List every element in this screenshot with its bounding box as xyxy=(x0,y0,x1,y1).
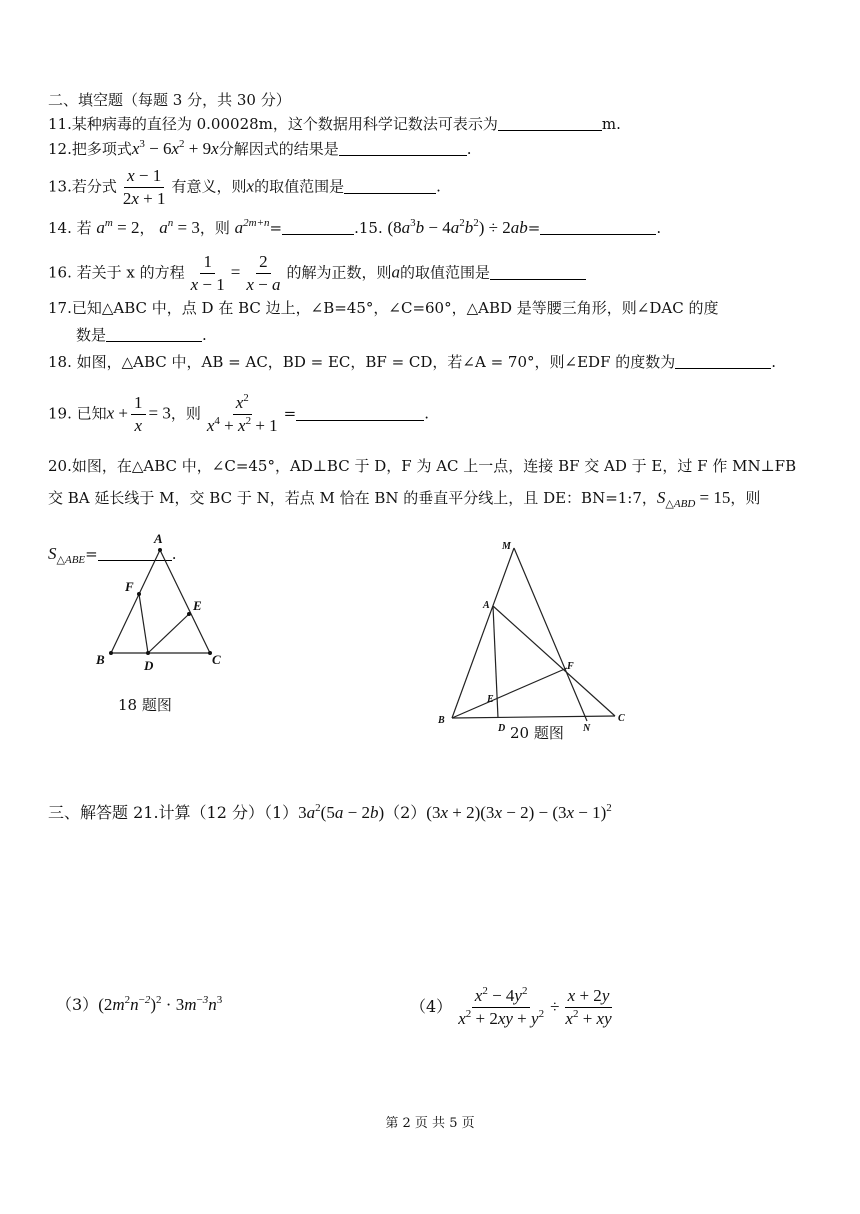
figure-20 xyxy=(430,535,640,740)
q19-text: 19. 已知 xyxy=(48,404,107,423)
q17-text-2: 数是 xyxy=(76,326,107,344)
q16-fraction-right: $\frac{2}{x - a}$ xyxy=(246,252,281,294)
label-D: D xyxy=(144,658,154,673)
section3-text: 三、解答题 21.计算（12 分）（1） xyxy=(48,803,299,822)
section3-p2-label: （2） xyxy=(384,803,427,822)
answer-blank[interactable] xyxy=(106,326,202,342)
question-17: 17.已知△ABC 中，点 D 在 BC 边上，∠B=45°，∠C=60°，△ABD 是等腰三角形，则∠DAC 的度 xyxy=(48,299,719,317)
answer-blank[interactable] xyxy=(490,264,586,280)
question-20-answer: $S_{\triangle ABE}=$ . xyxy=(48,544,177,566)
question-17-cont: 数是 . xyxy=(76,326,207,344)
q20-eq: = xyxy=(85,545,98,563)
answer-blank[interactable] xyxy=(296,405,424,421)
answer-blank[interactable] xyxy=(498,115,602,131)
label-F: F xyxy=(125,579,134,594)
q12-polynomial: $x^3 - 6x^2 + 9x$ xyxy=(131,138,219,158)
p4-label: （4） xyxy=(410,997,453,1016)
figure-18-caption: 18 题图 xyxy=(118,696,172,714)
page-footer: 第 2 页 共 5 页 xyxy=(385,1116,475,1131)
q13-text-3: 的取值范围是 xyxy=(254,177,345,196)
q19-fraction-target: $\frac{x^2}{x^4 + x^2 + 1}$ xyxy=(206,392,278,435)
label-C: C xyxy=(212,652,221,667)
question-19: 19. 已知x + $\frac{1}{x}$ = 3，则 $\frac{x^2}{x^4 + x^2 + 1}$ = . xyxy=(48,392,430,435)
q16-fraction-left: $\frac{1}{x - 1}$ xyxy=(190,252,225,294)
q11-text: 11.某种病毒的直径为 0.00028m，这个数据用科学记数法可表示为 xyxy=(48,115,498,133)
p3-label: （3） xyxy=(56,995,99,1014)
question-20: 20.如图，在△ABC 中，∠C=45°，AD⊥BC 于 D，F 为 AC 上一点，连接 BF 交 AD 于 E，过 F 作 MN⊥FB xyxy=(48,457,797,475)
p4-fraction-left: $\frac{x^2 - 4y^2}{x^2 + 2xy + y^2}$ xyxy=(458,985,545,1028)
q16-text-2: 的解为正数，则 xyxy=(286,263,392,282)
q20-text-2: 交 BA 延长线于 M，交 BC 于 N，若点 M 恰在 BN 的垂直平分线上，且 DE：BN=1:7， xyxy=(48,489,657,507)
q13-text: 13.若分式 xyxy=(48,177,117,196)
q14-sep-2: ，则 xyxy=(199,219,230,237)
q18-text: 18. 如图，△ABC 中，AB = AC，BD = EC，BF = CD，若∠A = 70°，则∠EDF 的度数为 xyxy=(48,353,676,371)
q12-text: 12.把多项式 xyxy=(48,140,132,158)
problem-3: $(3)(2m^2n^{-2})^2 \cdot 3m^{-3}n^3$ xyxy=(56,994,223,1014)
p4-fraction-right: $\frac{x + 2y}{x^2 + xy}$ xyxy=(565,986,612,1028)
section-3-title: 三、解答题 21.计算（12 分）$(1)3a^2(5a - 2b)(2)(3x + 2)(3x - 2) - (3x - 1)^2$ xyxy=(48,802,612,822)
answer-blank[interactable] xyxy=(282,219,354,235)
label-B: B xyxy=(96,652,105,667)
question-20-cont: 交 BA 延长线于 M，交 BC 于 N，若点 M 恰在 BN 的垂直平分线上，且 DE：BN=1:7，$S_{\triangle ABD} = 15$，则 xyxy=(48,488,761,510)
answer-blank[interactable] xyxy=(339,140,467,156)
q13-fraction: $\frac{x - 1}{2x + 1}$ xyxy=(122,166,166,208)
q14-sep: ， xyxy=(139,219,155,237)
answer-blank[interactable] xyxy=(675,353,771,369)
figure-20-caption: 20 题图 xyxy=(510,724,564,742)
q13-text-2: 有意义，则 xyxy=(171,177,247,196)
q15-eq: = xyxy=(527,219,541,237)
label-E: E xyxy=(193,598,202,613)
question-16: 16. 若关于 x 的方程 $\frac{1}{x - 1}$ = $\frac{2}{x - a}$ 的解为正数，则a的取值范围是 xyxy=(48,252,586,295)
label-N: N xyxy=(583,723,591,734)
answer-blank[interactable] xyxy=(344,178,436,194)
q12-text-2: 分解因式的结果是 xyxy=(218,140,339,158)
answer-blank[interactable] xyxy=(540,219,656,235)
q11-unit: m. xyxy=(601,115,621,133)
question-12: 12.把多项式$x^3 - 6x^2 + 9x$分解因式的结果是 . xyxy=(48,138,472,158)
q14-text: 14. 若 xyxy=(48,219,92,237)
figure-18 xyxy=(90,528,240,678)
label-A: A xyxy=(483,600,490,611)
q19-text-2: ，则 xyxy=(170,404,201,423)
question-13: 13.若分式 $\frac{x - 1}{2x + 1}$ 有意义，则x的取值范围是 . xyxy=(48,166,441,208)
q19-eq: = xyxy=(283,404,297,423)
q20-text-3: ，则 xyxy=(730,489,761,507)
label-E: E xyxy=(487,694,494,705)
label-C: C xyxy=(618,713,625,724)
q19-fraction-given: $\frac{1}{x}$ xyxy=(131,393,146,436)
label-M: M xyxy=(502,541,511,552)
label-B: B xyxy=(438,715,445,726)
question-14-15: 14. 若 $a^m = 2$， $a^n = 3$，则 $a^{2m+n}= .15$. $(8a^3b - 4a^2b^2) \div 2ab=$ . xyxy=(48,217,662,237)
label-D: D xyxy=(498,723,506,734)
question-11 xyxy=(48,114,621,134)
q16-text-3: 的取值范围是 xyxy=(400,263,491,282)
label-A: A xyxy=(154,531,163,546)
q15-label: .15. xyxy=(354,219,383,237)
q16-text: 16. 若关于 x 的方程 xyxy=(48,263,185,282)
problem-4: （4） $\frac{x^2 - 4y^2}{x^2 + 2xy + y^2}$ ÷ $\frac{x + 2y}{x^2 + xy}$ xyxy=(410,986,618,1029)
section-title: 二、填空题（每题 3 分，共 30 分） xyxy=(48,91,291,109)
label-F: F xyxy=(567,661,574,672)
question-18: 18. 如图，△ABC 中，AB = AC，BD = EC，BF = CD，若∠A = 70°，则∠EDF 的度数为 . xyxy=(48,353,777,371)
